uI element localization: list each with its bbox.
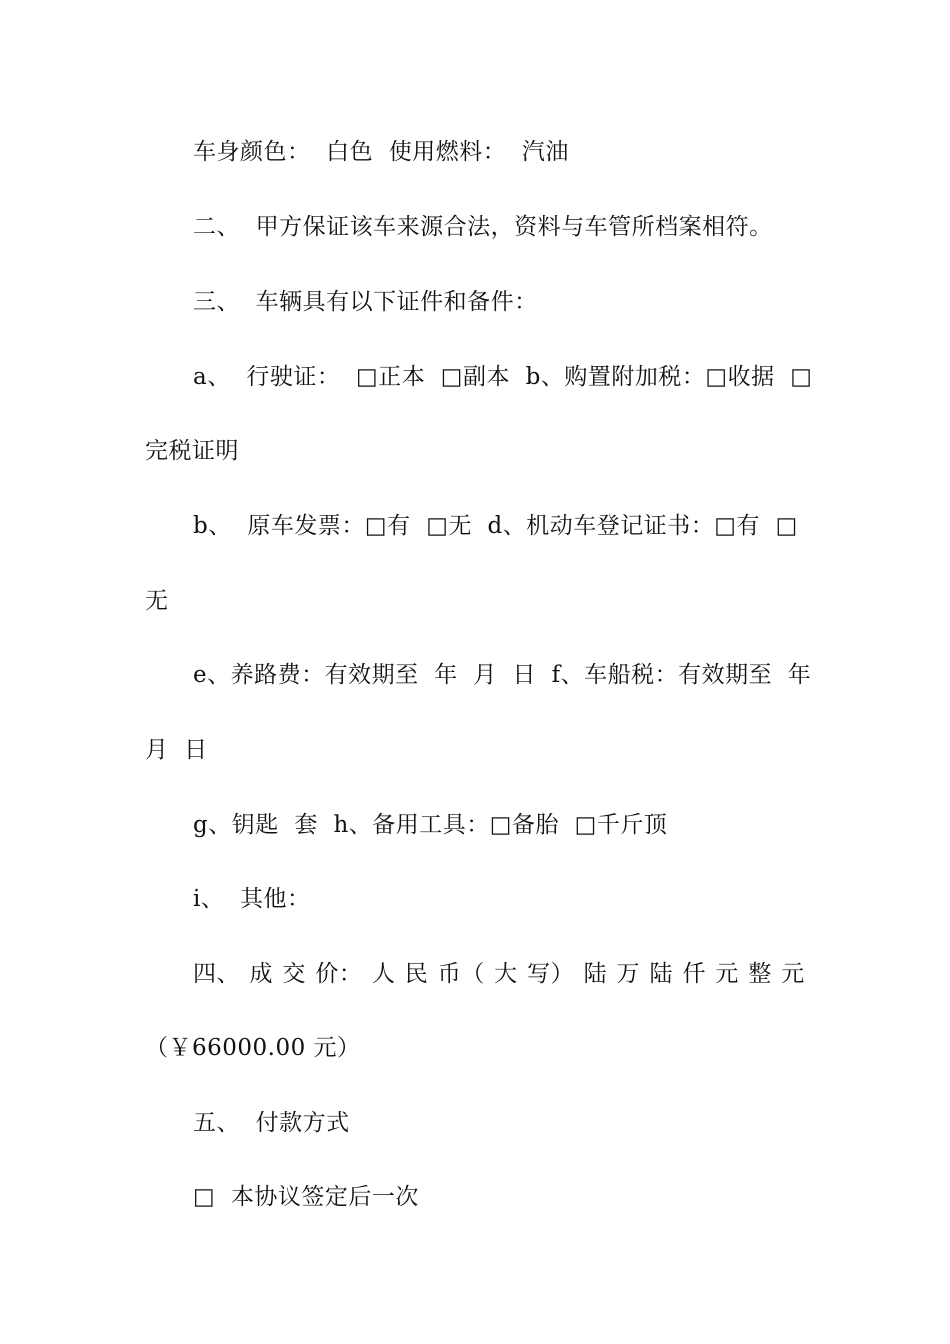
clause-three: 三、 车辆具有以下证件和备件： bbox=[193, 289, 538, 315]
item-b-continuation: 无 bbox=[145, 588, 169, 614]
item-b-line: b、 原车发票：□有 □无 d、机动车登记证书：□有 □ bbox=[193, 513, 798, 539]
clause-two: 二、 甲方保证该车来源合法，资料与车管所档案相符。 bbox=[193, 214, 773, 240]
price-part: 陆 bbox=[583, 961, 608, 987]
clause-four-price bbox=[193, 959, 805, 989]
price-part: 币（ bbox=[437, 961, 485, 987]
price-part: 四、 bbox=[193, 961, 240, 987]
price-part: 成 bbox=[249, 961, 273, 987]
price-numeric-line: （￥66000.00 元） bbox=[145, 1035, 361, 1061]
price-part: 仟 bbox=[682, 961, 706, 987]
price-part: 写） bbox=[527, 961, 575, 987]
price-part: 元 bbox=[715, 961, 739, 987]
item-i-line: i、 其他： bbox=[193, 886, 311, 912]
price-part: 人 bbox=[371, 961, 396, 987]
price-part: 整 bbox=[748, 961, 772, 987]
payment-option-checkbox-line: □ 本协议签定后一次 bbox=[193, 1184, 419, 1210]
price-part: 万 bbox=[616, 961, 641, 987]
price-part: 交 bbox=[282, 961, 306, 987]
price-part: 元 bbox=[781, 961, 805, 987]
item-e-line: e、养路费：有效期至 年 月 日 f、车船税：有效期至 年 bbox=[193, 662, 812, 688]
price-part: 大 bbox=[494, 961, 518, 987]
item-e-continuation: 月 日 bbox=[145, 737, 208, 763]
item-a-line: a、 行驶证： □正本 □副本 b、购置附加税：□收据 □ bbox=[193, 364, 813, 390]
price-part: 民 bbox=[404, 961, 429, 987]
price-part: 陆 bbox=[649, 961, 673, 987]
price-part: 价： bbox=[315, 961, 363, 987]
item-a-continuation: 完税证明 bbox=[145, 438, 239, 464]
vehicle-color-fuel-line: 车身颜色： 白色 使用燃料： 汽油 bbox=[193, 139, 569, 165]
clause-five: 五、 付款方式 bbox=[193, 1110, 350, 1136]
item-g-line: g、钥匙 套 h、备用工具：□备胎 □千斤顶 bbox=[193, 812, 668, 838]
